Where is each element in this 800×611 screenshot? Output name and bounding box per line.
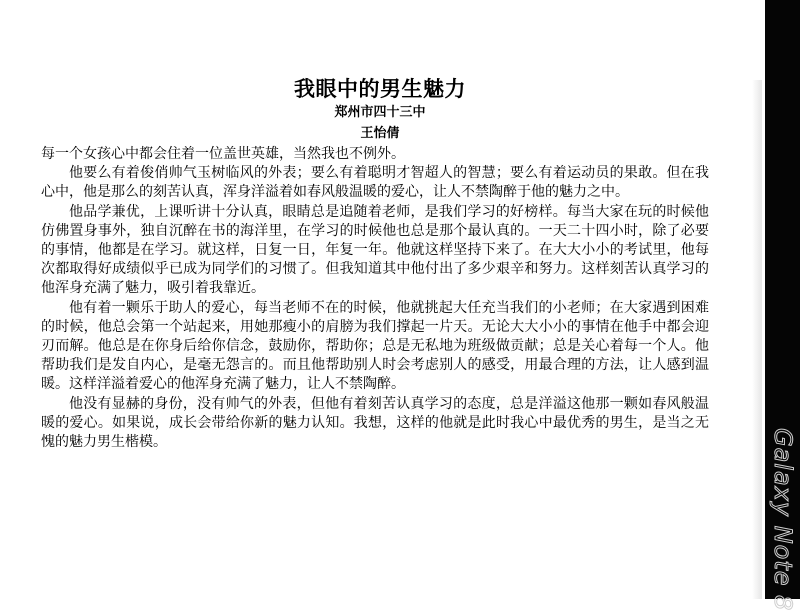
paragraph-1: 每一个女孩心中都会住着一位盖世英雄，当然我也不例外。 [41, 146, 405, 162]
device-brand-label: Galaxy Note 8 [769, 428, 797, 611]
essay-title: 我眼中的男生魅力 [294, 77, 466, 101]
essay-body [41, 145, 709, 452]
paragraph-5: 他没有显赫的身份，没有帅气的外表，但他有着刻苦认真学习的态度，总是洋溢这他那一颗如春风般温暖的爱心。如果说，成长会带给你新的魅力认知。我想，这样的他就是此时我心中最优秀的男生，是当之无愧的魅力男生楷模。 [41, 395, 709, 451]
paragraph-3: 他品学兼优，上课听讲十分认真，眼睛总是追随着老师，是我们学习的好榜样。每当大家在玩的时候他仿佛置身事外，独自沉醉在书的海洋里，在学习的时候他也总是那个最认真的。一天二十四小时，除了必要的事情，他都是在学习。就这样，日复一日，年复一年。他就这样坚持下来了。在大大小小的考试里，他每次都取得好成绩似乎已成为同学们的习惯了。但我知道其中他付出了多少艰辛和努力。这样刻苦认真学习的他浑身充满了魅力，吸引着我靠近。 [41, 203, 709, 297]
paragraph-2: 他要么有着俊俏帅气玉树临风的外表；要么有着聪明才智超人的智慧；要么有着运动员的果敢。但在我心中，他是那么的刻苦认真，浑身洋溢着如春风般温暖的爱心，让人不禁陶醉于他的魅力之中。 [41, 165, 709, 201]
paragraph-4: 他有着一颗乐于助人的爱心，每当老师不在的时候，他就挑起大任充当我们的小老师；在大家遇到困难的时候，他总会第一个站起来，用她那瘦小的肩膀为我们撑起一片天。无论大大小小的事情在他手中都会迎刃而解。他总是在你身后给你信念，鼓励你，帮助你；总是无私地为班级做贡献；总是关心着每一个人。他帮助我们是发自内心，是毫无怨言的。而且他帮助别人时会考虑别人的感受，用最合理的方法，让人感到温暖。这样洋溢着爱心的他浑身充满了魅力，让人不禁陶醉。 [41, 299, 709, 393]
school-name: 郑州市四十三中 [334, 105, 426, 120]
page-edge-shadow [752, 80, 762, 599]
author-name: 王怡倩 [360, 126, 400, 141]
